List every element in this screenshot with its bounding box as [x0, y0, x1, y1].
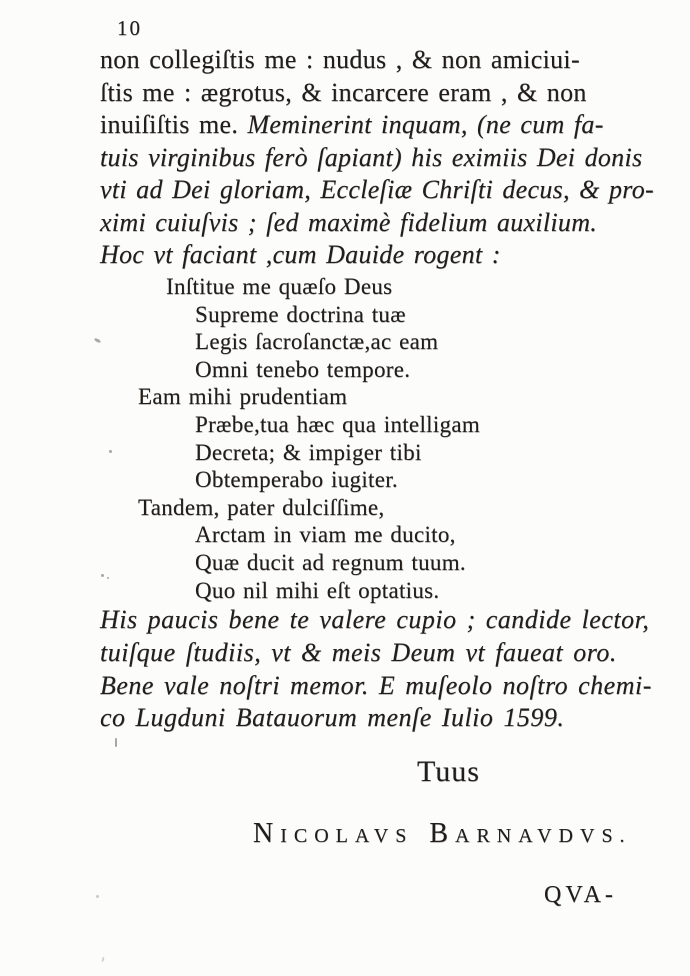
text-line: Hoc vt faciant ,cum Dauide rogent : — [100, 240, 501, 269]
ink-speck — [96, 895, 99, 898]
text-line: vti ad Dei gloriam, Eccleſiæ Chriſti decus, & pro- — [100, 175, 654, 204]
poem-line: Quæ ducit ad regnum tuum. — [195, 549, 466, 575]
author-signature — [253, 818, 632, 850]
poem-line: Tandem, pater dulciſſime, — [138, 494, 385, 520]
poem-line: Præbe,tua hæc qua intelligam — [195, 411, 481, 437]
text-line: tuiſque ſtudiis, vt & meis Deum vt faueat oro. — [100, 637, 617, 667]
opening-paragraph — [100, 44, 654, 272]
poem-line: Eam mihi prudentiam — [138, 384, 348, 410]
catchword: QVA- — [544, 882, 617, 908]
poem-line: Quo nil mihi eſt optatius. — [195, 577, 440, 603]
poem-line: Legis ſacroſanctæ,ac eam — [195, 329, 439, 355]
signature-smallcaps: ARNAVDVS. — [455, 825, 632, 847]
ink-speck — [115, 738, 117, 747]
text-line: non collegiſtis me : nudus , & non amiciui- — [100, 45, 580, 74]
signature-smallcaps: ICOLAVS — [280, 825, 414, 847]
ink-speck — [109, 450, 112, 453]
poem-line: Obtemperabo iugiter. — [195, 467, 398, 493]
signature-initial: N — [253, 818, 281, 849]
salutation: Tuus — [417, 755, 480, 788]
latin-poem — [100, 273, 600, 604]
poem-line: Supreme doctrina tuæ — [195, 301, 406, 327]
text-line — [100, 109, 645, 142]
text-segment-italic: Meminerint inquam, (ne cum fa- — [247, 110, 604, 139]
ink-speck — [107, 577, 109, 579]
text-segment-roman: inuiſiſtis me. — [100, 110, 248, 139]
closing-paragraph — [100, 604, 652, 735]
poem-line: Arctam in viam me ducito, — [195, 522, 456, 548]
text-line: Bene vale noſtri memor. E muſeolo noſtro chemi- — [100, 670, 652, 700]
ink-speck — [101, 574, 104, 577]
text-line: co Lugduni Batauorum menſe Iulio 1599. — [100, 703, 565, 733]
poem-line: Omni tenebo tempore. — [195, 356, 411, 382]
page-number: 10 — [117, 16, 142, 40]
text-line: tuis virginibus ferò ſapiant) his eximiis Dei donis — [100, 142, 643, 172]
text-line: ſtis me : ægrotus, & incarcere eram , & non — [100, 77, 587, 107]
poem-line: Decreta; & impiger tibi — [195, 439, 422, 465]
poem-line: Inſtitue me quæſo Deus — [166, 274, 393, 299]
signature-initial: B — [429, 818, 456, 849]
ink-speck — [101, 957, 104, 962]
text-line: His paucis bene te valere cupio ; candide lector, — [100, 605, 650, 634]
text-line: ximi cuiuſvis ; ſed maximè fidelium auxilium. — [100, 207, 598, 237]
